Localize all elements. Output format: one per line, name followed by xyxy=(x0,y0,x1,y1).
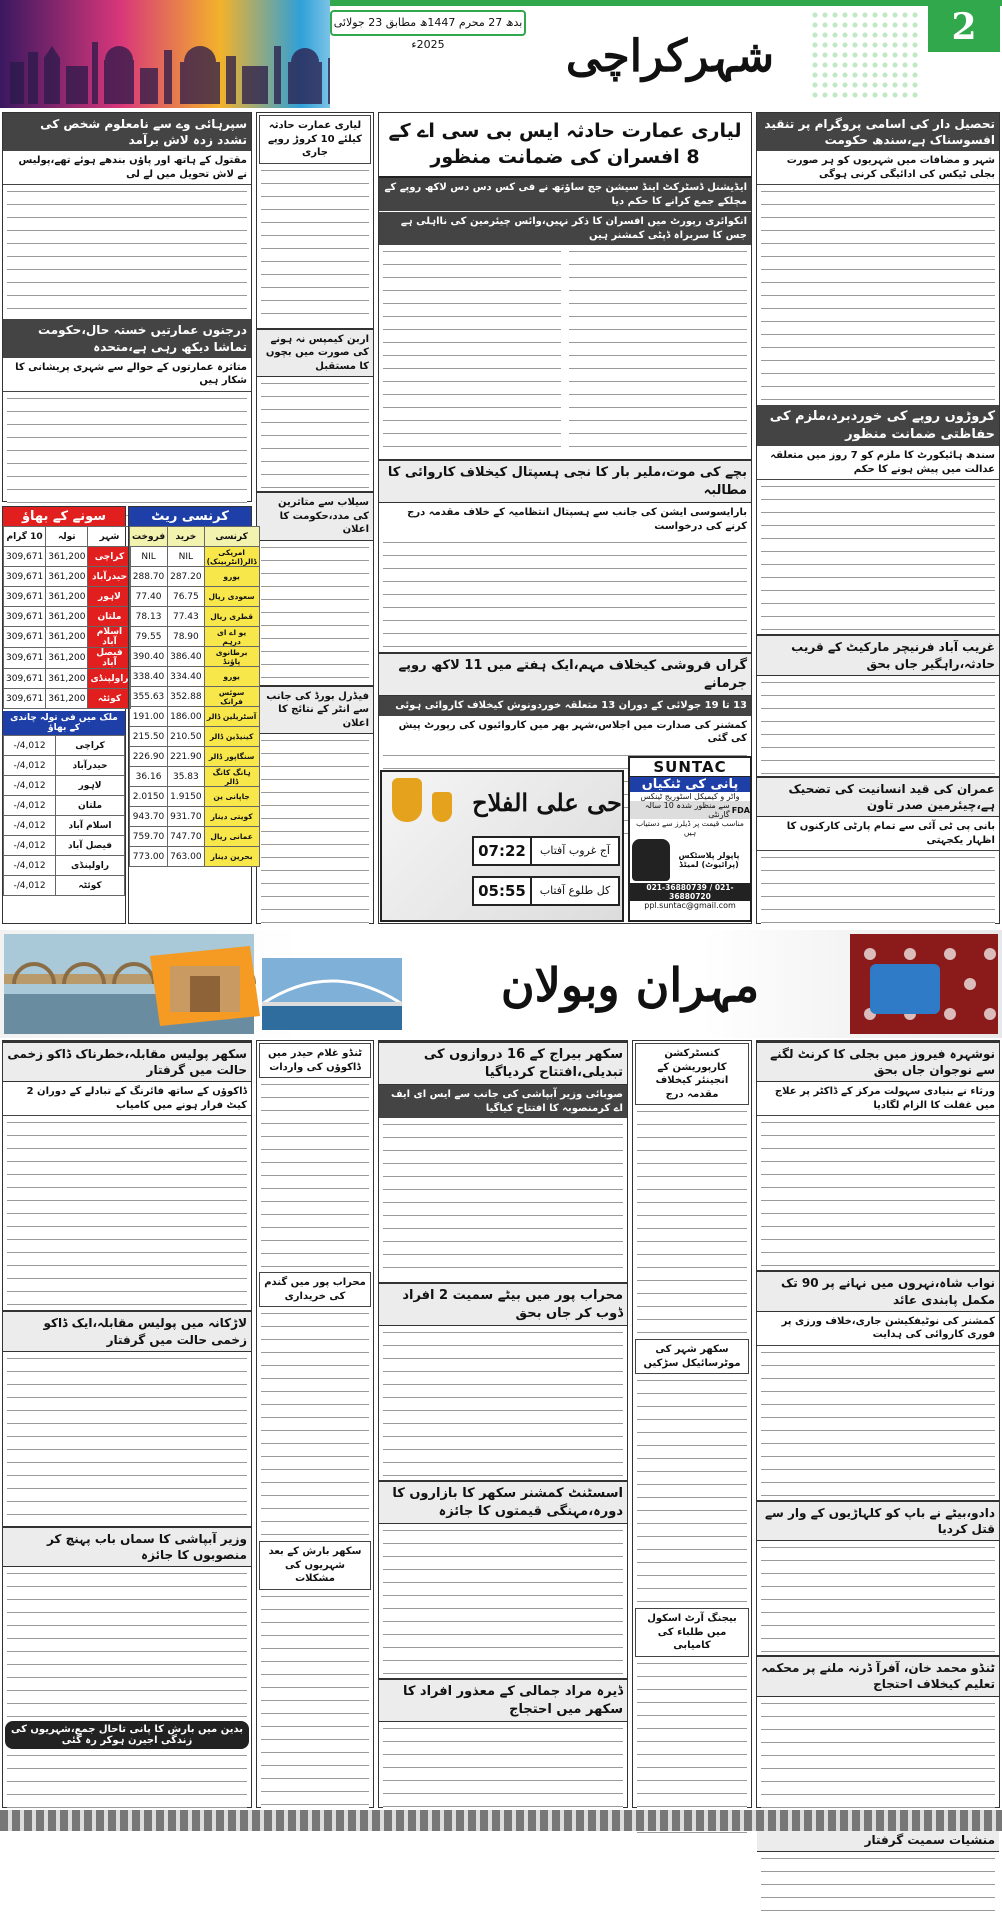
silver-row xyxy=(4,776,125,796)
left-article-text-2 xyxy=(7,394,247,518)
silver-city-cell: کراچی xyxy=(56,736,125,756)
silver-city-cell: ملتان xyxy=(56,796,125,816)
gold-row xyxy=(4,587,131,607)
gold-10g-cell: 309,671 xyxy=(4,627,46,648)
currency-row xyxy=(130,607,260,627)
sunset-label: آج غروب آفتاب xyxy=(540,844,610,857)
center-subhead-3b: کمشنر کی صدارت میں اجلاس،شہر بھر میں کاروائیوں کی رپورٹ پیش کی گئی xyxy=(398,719,747,745)
sunrise-label: کل طلوع آفتاب xyxy=(539,884,611,897)
lower-right-subhead-2: کمشنر کی نوٹیفکیشن جاری،خلاف ورزی پر فوری کاروائی کی ہدایت xyxy=(757,1312,999,1346)
lower-right-column xyxy=(756,1040,1000,1847)
lower-center-column xyxy=(378,1040,628,1808)
currency-sell-cell: 79.55 xyxy=(130,627,168,647)
sunrise-time: 05:55 xyxy=(474,878,532,904)
left-headline-1: سپرہائی وے سے نامعلوم شخص کی تشدد زدہ لاش برآمد xyxy=(3,113,251,151)
issue-date: بدھ 27 محرم 1447ھ مطابق 23 جولائی 2025ء xyxy=(330,10,526,36)
silver-row xyxy=(4,756,125,776)
monument-photo xyxy=(150,946,260,1026)
right-article-text-1 xyxy=(761,187,995,403)
currency-buy-cell: 78.90 xyxy=(168,627,205,647)
left-subhead-2: متاثرہ عمارتوں کے حوالے سے شہری پریشانی کا شکار ہیں xyxy=(3,358,251,392)
currency-sell-cell: 36.16 xyxy=(130,767,168,787)
currency-buy-cell: 334.40 xyxy=(168,667,205,687)
lower-left-side-text-1 xyxy=(261,1080,369,1270)
page-number: 2 xyxy=(928,2,1000,52)
gold-header-tola: تولہ xyxy=(46,527,88,547)
currency-name-cell: بحرین دینار xyxy=(204,847,259,867)
suntac-company: پاپولر پلاسٹکس (پرائیوٹ) لمیٹڈ xyxy=(678,851,740,869)
gold-10g-cell: 309,671 xyxy=(4,669,46,689)
lower-left-side-text-2 xyxy=(261,1309,369,1539)
currency-sell-cell: 390.40 xyxy=(130,647,168,667)
silver-price-cell: 4,012/- xyxy=(4,856,56,876)
left-subhead-1: مقتول کے ہاتھ اور پاؤں بندھے ہوئے تھے،پولیس نے لاش تحویل میں لے لی xyxy=(3,151,251,185)
gold-10g-cell: 309,671 xyxy=(4,567,46,587)
page-footer-border xyxy=(0,1810,1002,1831)
currency-buy-cell: 186.00 xyxy=(168,707,205,727)
ajrak-pattern-photo xyxy=(850,934,998,1034)
mid-headline-3: فیڈرل بورڈ کی جانب سے انٹر کے نتائج کا اعلان xyxy=(257,685,373,735)
silver-city-cell: راولپنڈی xyxy=(56,856,125,876)
currency-name-cell: یو اے ای درہم xyxy=(204,627,259,647)
mid-headline-1: اربن کیمپس نہ ہونے کی صورت میں بچوں کا مستقبل xyxy=(257,328,373,378)
currency-name-cell: سنگاپور ڈالر xyxy=(204,747,259,767)
silver-price-cell: 4,012/- xyxy=(4,836,56,856)
currency-sell-cell: 288.70 xyxy=(130,567,168,587)
currency-row xyxy=(130,647,260,667)
gold-tola-cell: 361,200 xyxy=(46,587,88,607)
currency-sell-cell: 759.70 xyxy=(130,827,168,847)
center-headline-2: بچے کی موت،ملیر بار کا نجی ہسپتال کیخلاف کاروائی کا مطالبہ xyxy=(379,459,751,503)
silver-price-cell: 4,012/- xyxy=(4,736,56,756)
currency-row xyxy=(130,547,260,567)
gold-tola-cell: 361,200 xyxy=(46,627,88,648)
suntac-line-3: سے منظور شدہ 10 سالہ گارنٹی xyxy=(644,801,730,819)
currency-buy-cell: 221.90 xyxy=(168,747,205,767)
currency-name-cell: قطری ریال xyxy=(204,607,259,627)
right-headline-2: کروڑوں روپے کی خوردبرد،ملزم کی حفاظتی ضمانت منظور xyxy=(757,405,999,446)
lead-subhead-2: انکوائری رپورٹ میں افسران کا ذکر نہیں،وائس چیئرمین کی نااہلی ہے جس کا سربراہ ڈپٹی کمشنر ہیں xyxy=(379,212,751,245)
center-subhead-3: 13 تا 19 جولائی کے دوران 13 متعلقہ خوردونوش کیخلاف کاروائی ہوئی xyxy=(379,696,751,716)
gold-header-city: شہر xyxy=(88,527,131,547)
mid-news-column xyxy=(256,112,374,924)
lower-right-headline-2: نواب شاہ،نہروں میں نہانے پر 90 تک مکمل پابندی عائد xyxy=(757,1270,999,1311)
silver-row xyxy=(4,876,125,896)
lower-right-text-3 xyxy=(761,1543,995,1653)
suntac-line-1: پانی کی ٹنکیاں xyxy=(630,777,750,792)
currency-sell-cell: 943.70 xyxy=(130,807,168,827)
mid-box-1: لیاری عمارت حادثہ کیلئے 10 کروڑ روپے جاری xyxy=(259,115,371,164)
currency-buy-cell: 35.83 xyxy=(168,767,205,787)
gold-city-cell: لاہور xyxy=(88,587,131,607)
section-title: مہران وبولان xyxy=(500,958,760,1012)
currency-name-cell: آسٹریلین ڈالر xyxy=(204,707,259,727)
gold-row xyxy=(4,567,131,587)
gold-city-cell: کوئٹہ xyxy=(88,689,131,709)
right-subhead-2: سندھ ہائیکورٹ کا ملزم کو 7 روز میں متعلقہ عدالت میں پیش ہونے کا حکم xyxy=(757,446,999,480)
gold-header-10g: 10 گرام xyxy=(4,527,46,547)
silver-price-cell: 4,012/- xyxy=(4,756,56,776)
currency-row xyxy=(130,767,260,787)
lower-left-side-box-1: ٹنڈو غلام حیدر میں ڈاکوؤں کی واردات xyxy=(259,1043,371,1078)
lower-center-headline-3: اسسٹنٹ کمشنر سکھر کا بازاروں کا دورہ،مہنگی قیمتوں کا جائزہ xyxy=(379,1480,627,1524)
silver-row xyxy=(4,856,125,876)
silver-city-cell: لاہور xyxy=(56,776,125,796)
currency-row xyxy=(130,687,260,707)
currency-name-cell: برطانوی پاؤنڈ xyxy=(204,647,259,667)
page-title: شہرکراچی xyxy=(565,31,775,82)
lower-left-headline-2: لاڑکانہ میں پولیس مقابلہ،ایک ڈاکو زخمی حالت میں گرفتار xyxy=(3,1310,251,1351)
masthead-pattern xyxy=(810,10,920,100)
lower-center-box-2: سکھر شہر کی موٹرسائیکل سڑکیں xyxy=(635,1339,749,1374)
currency-buy-cell: 352.88 xyxy=(168,687,205,707)
gold-row xyxy=(4,627,131,648)
silver-price-cell: 4,012/- xyxy=(4,876,56,896)
gold-rates-title: سونے کے بھاؤ xyxy=(3,507,125,526)
center-subhead-2: بارایسوسی ایشن کی جانب سے ہسپتال انتظامیہ کے خلاف مقدمہ درج کرنے کی درخواست xyxy=(407,507,747,532)
lower-center-text-1 xyxy=(383,1120,623,1280)
prayer-times-ad xyxy=(380,770,624,922)
lower-center-text-3 xyxy=(383,1526,623,1676)
suntac-water-tank-ad xyxy=(628,756,752,922)
suntac-email: ppl.suntac@gmail.com xyxy=(644,901,736,910)
currency-sell-cell: 338.40 xyxy=(130,667,168,687)
currency-name-cell: سوئس فرانک xyxy=(204,687,259,707)
gold-city-cell: فیصل آباد xyxy=(88,648,131,669)
right-news-column xyxy=(756,112,1000,924)
lower-center-box-1: کنسٹرکشن کارپوریشن کے انجینئر کیخلاف مقدمہ درج xyxy=(635,1043,749,1105)
currency-buy-cell: 763.00 xyxy=(168,847,205,867)
gold-tola-cell: 361,200 xyxy=(46,607,88,627)
lower-right-text-1 xyxy=(761,1118,995,1268)
currency-row xyxy=(130,787,260,807)
suntac-brand: SUNTAC xyxy=(630,758,750,777)
suntac-phones: 021-36880739 / 021-36880720 xyxy=(630,883,750,901)
currency-name-cell: امریکی ڈالر(انٹربینک) xyxy=(204,547,259,567)
currency-buy-cell: 386.40 xyxy=(168,647,205,667)
currency-header-sell: فروخت xyxy=(130,527,168,547)
gold-city-cell: کراچی xyxy=(88,547,131,567)
currency-name-cell: ہانگ کانگ ڈالر xyxy=(204,767,259,787)
currency-sell-cell: 226.90 xyxy=(130,747,168,767)
gold-row xyxy=(4,648,131,669)
lower-center-text-2 xyxy=(383,1328,623,1478)
right-subhead-4: بانی پی ٹی آئی سے تمام پارٹی کارکنوں کا اظہار یکجہتی xyxy=(757,817,999,851)
currency-row xyxy=(130,827,260,847)
currency-sell-cell: 191.00 xyxy=(130,707,168,727)
silver-city-cell: حیدرآباد xyxy=(56,756,125,776)
currency-row xyxy=(130,727,260,747)
currency-name-cell: عمانی ریال xyxy=(204,827,259,847)
gold-row xyxy=(4,689,131,709)
gold-row xyxy=(4,547,131,567)
currency-buy-cell: 1.9150 xyxy=(168,787,205,807)
lead-article-text-b xyxy=(383,247,561,457)
left-news-column xyxy=(2,112,252,502)
gold-10g-cell: 309,671 xyxy=(4,689,46,709)
lower-left-text-1 xyxy=(7,1118,247,1308)
gold-city-cell: حیدرآباد xyxy=(88,567,131,587)
lower-center-headline-4: ڈیرہ مراد جمالی کے معذور افراد کا سکھر میں احتجاج xyxy=(379,1678,627,1722)
lead-subhead-1: ایڈیشنل ڈسٹرکٹ اینڈ سیشن جج ساؤتھ نے فی کس دس دس لاکھ روپے کے مچلکے جمع کرانے کا حکم دیا xyxy=(379,178,751,211)
gold-tola-cell: 361,200 xyxy=(46,689,88,709)
currency-rates-table xyxy=(129,526,260,867)
currency-buy-cell: NIL xyxy=(168,547,205,567)
currency-sell-cell: 215.50 xyxy=(130,727,168,747)
currency-name-cell: سعودی ریال xyxy=(204,587,259,607)
lower-left-text-3 xyxy=(7,1569,247,1719)
center-article-text-2 xyxy=(383,538,747,650)
gold-10g-cell: 309,671 xyxy=(4,648,46,669)
currency-row xyxy=(130,667,260,687)
currency-buy-cell: 287.20 xyxy=(168,567,205,587)
currency-name-cell: یورو xyxy=(204,667,259,687)
suntac-line-4: مناسب قیمت پر ڈیلرز سے دستیاب ہیں xyxy=(636,819,744,837)
lower-right-text-5 xyxy=(761,1854,995,1914)
gold-tola-cell: 361,200 xyxy=(46,648,88,669)
lower-right-text-4 xyxy=(761,1699,995,1809)
currency-sell-cell: 773.00 xyxy=(130,847,168,867)
gold-row xyxy=(4,607,131,627)
gold-city-cell: راولپنڈی xyxy=(88,669,131,689)
water-tank-icon xyxy=(632,839,670,881)
currency-row xyxy=(130,707,260,727)
gold-rates-box xyxy=(2,506,129,924)
lower-right-headline-3: دادو،بیٹے نے باپ کو کلہاڑیوں کے وار سے قتل کردیا xyxy=(757,1500,999,1541)
mid-headline-2: سیلاب سے متاثرین کی مدد،حکومت کا اعلان xyxy=(257,491,373,541)
currency-row xyxy=(130,807,260,827)
currency-row xyxy=(130,587,260,607)
gold-10g-cell: 309,671 xyxy=(4,607,46,627)
currency-row xyxy=(130,747,260,767)
prayer-ad-title: حی علی الفلاح xyxy=(472,788,622,817)
silver-city-cell: کوئٹہ xyxy=(56,876,125,896)
silver-price-cell: 4,012/- xyxy=(4,776,56,796)
lower-right-headline-1: نوشہرہ فیروز میں بجلی کا کرنٹ لگنے سے نوجوان جاں بحق xyxy=(757,1041,999,1082)
silver-row xyxy=(4,796,125,816)
currency-buy-cell: 747.70 xyxy=(168,827,205,847)
currency-rates-title: کرنسی ریٹ xyxy=(129,507,251,526)
lower-center-subhead-1: صوبائی وزیر آبپاشی کی جانب سے ایس ای ایف اے کرمنصوبہ کا افتتاح کیاگیا xyxy=(379,1085,627,1118)
currency-sell-cell: 78.13 xyxy=(130,607,168,627)
lower-center-side-text-2 xyxy=(637,1376,747,1606)
currency-row xyxy=(130,847,260,867)
currency-rates-box xyxy=(128,506,257,924)
currency-row xyxy=(130,567,260,587)
currency-buy-cell: 77.43 xyxy=(168,607,205,627)
lower-left-text-2 xyxy=(7,1354,247,1524)
right-headline-3: غریب آباد فرنیچر مارکیٹ کے قریب حادثہ،راہگیر جاں بحق xyxy=(757,634,999,675)
lower-center-side-column xyxy=(632,1040,752,1808)
gold-tola-cell: 361,200 xyxy=(46,547,88,567)
lower-left-headline-1: سکھر پولیس مقابلہ،خطرناک ڈاکو زخمی حالت میں گرفتار xyxy=(3,1041,251,1082)
lower-left-headline-3: وزیر آبپاشی کا سماں باب پہنچ کر منصوبوں کا جائزہ xyxy=(3,1526,251,1567)
mid-article-text-3 xyxy=(261,543,369,683)
mid-article-text-1 xyxy=(261,166,369,326)
lower-center-headline-1: سکھر بیراج کے 16 دروازوں کی تبدیلی،افتتاح کردیاگیا xyxy=(379,1041,627,1085)
lower-left-side-text-3 xyxy=(261,1592,369,1812)
lower-left-subhead-1: ڈاکوؤں کے ساتھ فائرنگ کے تبادلے کے دوران 2 کیٹ فرار ہونے میں کامیاب xyxy=(3,1082,251,1116)
lower-left-column xyxy=(2,1040,252,1808)
right-article-text-2 xyxy=(761,482,995,632)
gold-tola-cell: 361,200 xyxy=(46,567,88,587)
left-headline-2: درجنوں عمارتیں خستہ حال،حکومت تماشا دیکھ رہی ہے،متحدہ xyxy=(3,319,251,357)
mid-article-text-2 xyxy=(261,379,369,489)
currency-name-cell: یورو xyxy=(204,567,259,587)
right-subhead-1: شہر و مضافات میں شہریوں کو ہر صورت بجلی ٹیکس کی ادائیگی کرنی ہوگی xyxy=(757,151,999,185)
lower-left-headline-4: بدین میں بارش کا پانی تاحال جمع،شہریوں کی زندگی اجیرن ہوکر رہ گئی xyxy=(5,1721,249,1749)
currency-sell-cell: 2.0150 xyxy=(130,787,168,807)
right-headline-1: تحصیل دار کی اسامی پروگرام پر تنقید افسوسناک ہے،سندھ حکومت xyxy=(757,113,999,151)
gold-tola-cell: 361,200 xyxy=(46,669,88,689)
currency-buy-cell: 210.50 xyxy=(168,727,205,747)
lower-right-headline-4: ٹنڈو محمد خان، آفرآ ڈرنہ ملنے پر محکمہ تعلیم کیخلاف احتجاج xyxy=(757,1655,999,1696)
sunset-time: 07:22 xyxy=(474,838,532,864)
right-headline-4: عمران کی قید انسانیت کی تضحیک ہے،چیئرمین صدر تاون xyxy=(757,776,999,817)
currency-name-cell: جاپانی ین xyxy=(204,787,259,807)
currency-name-cell: کویتی دینار xyxy=(204,807,259,827)
lower-right-text-2 xyxy=(761,1348,995,1498)
suntac-fda: FDA xyxy=(731,805,750,815)
currency-header-buy: خرید xyxy=(168,527,205,547)
lower-left-side-box-2: محراب پور میں گندم کی خریداری xyxy=(259,1272,371,1307)
lower-left-side-column xyxy=(256,1040,374,1808)
lead-headline: لیاری عمارت حادثہ ایس بی سی اے کے 8 افسران کی ضمانت منظور xyxy=(379,113,751,178)
currency-name-cell: کینیڈین ڈالر xyxy=(204,727,259,747)
currency-buy-cell: 931.70 xyxy=(168,807,205,827)
gold-row xyxy=(4,669,131,689)
suntac-line-2: واٹر و کیمیکل اسٹوریج ٹینکس xyxy=(640,792,740,801)
lead-article-text-a xyxy=(569,247,747,457)
silver-rates-title: ملک میں فی تولہ چاندی کے بھاؤ xyxy=(3,711,125,735)
gold-city-cell: اسلام آباد xyxy=(88,627,131,648)
lower-center-side-text-1 xyxy=(637,1107,747,1337)
currency-header-name: کرنسی xyxy=(204,527,259,547)
lower-right-subhead-1: ورثاء نے بنیادی سہولت مرکز کے ڈاکٹر پر علاج میں غفلت کا الزام لگادیا xyxy=(757,1082,999,1116)
left-article-text-1 xyxy=(7,187,247,317)
center-headline-3: گراں فروشی کیخلاف مہم،ایک ہفتے میں 11 لاکھ روپے جرمانے xyxy=(379,652,751,696)
silver-price-cell: 4,012/- xyxy=(4,816,56,836)
silver-rates-table xyxy=(3,735,125,896)
silver-row xyxy=(4,736,125,756)
silver-row xyxy=(4,836,125,856)
lower-center-headline-2: محراب پور میں بیٹے سمیت 2 افراد ڈوب کر جاں بحق xyxy=(379,1282,627,1326)
gold-10g-cell: 309,671 xyxy=(4,587,46,607)
gold-city-cell: ملتان xyxy=(88,607,131,627)
gold-rates-table xyxy=(3,526,131,709)
silver-row xyxy=(4,816,125,836)
currency-sell-cell: 355.63 xyxy=(130,687,168,707)
currency-sell-cell: NIL xyxy=(130,547,168,567)
silver-city-cell: فیصل آباد xyxy=(56,836,125,856)
currency-sell-cell: 77.40 xyxy=(130,587,168,607)
arch-bridge-photo xyxy=(262,958,402,1030)
gold-10g-cell: 309,671 xyxy=(4,547,46,567)
lantern-icon xyxy=(432,792,452,822)
silver-price-cell: 4,012/- xyxy=(4,796,56,816)
silver-city-cell: اسلام آباد xyxy=(56,816,125,836)
lantern-icon xyxy=(392,778,422,822)
lower-right-headline-5: منشیات سمیت گرفتار xyxy=(757,1811,999,1852)
lower-center-box-3: بیجنگ آرٹ اسکول میں طلباء کی کامیابی xyxy=(635,1608,749,1657)
currency-buy-cell: 76.75 xyxy=(168,587,205,607)
right-article-text-3 xyxy=(761,678,995,774)
currency-row xyxy=(130,627,260,647)
lower-left-side-box-3: سکھر بارش کے بعد شہریوں کی مشکلات xyxy=(259,1541,371,1590)
karachi-skyline-illustration xyxy=(0,32,360,104)
